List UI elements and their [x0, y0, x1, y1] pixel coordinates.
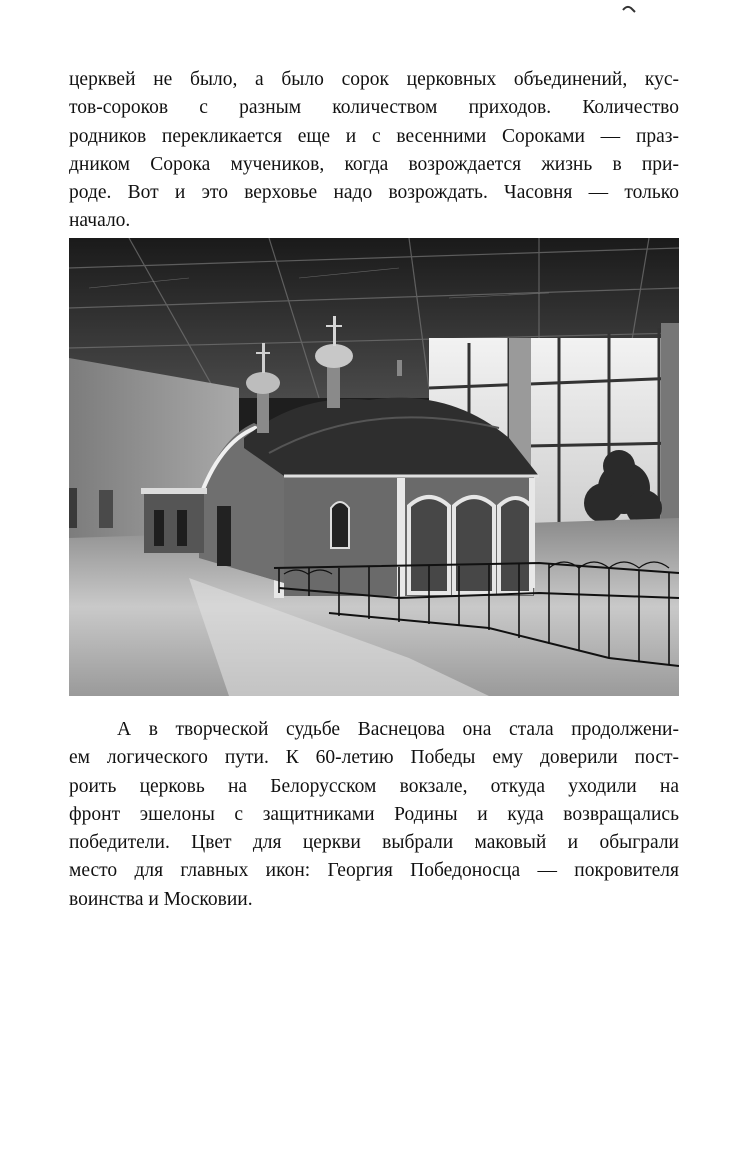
text-line: начало. — [69, 210, 131, 232]
text-line: А в творческой судьбе Васнецова она стала продолжени- — [117, 719, 679, 740]
paragraph-top — [69, 66, 679, 236]
text-line: фронт эшелоны с защитниками Родины и куда возвращались — [69, 803, 679, 825]
text-line: победители. Цвет для церкви выбрали маковый и обыграли — [69, 832, 679, 854]
text-line: церквей не было, а было сорок церковных объединений, кус- — [69, 69, 679, 90]
text-line: ем логического пути. К 60-летию Победы ему доверили пост- — [69, 747, 679, 769]
text-line: воинства и Московии. — [69, 888, 253, 910]
chapel-photo — [69, 238, 679, 696]
text-line: место для главных икон: Георгия Победоносца — покровителя — [69, 860, 679, 882]
paragraph-bottom — [69, 716, 679, 914]
text-line: роде. Вот и это верховье надо возрождать. Часовня — только — [69, 182, 679, 204]
text-line: роить церковь на Белорусском вокзале, откуда уходили на — [69, 775, 679, 797]
printer-mark-icon — [622, 4, 636, 14]
text-line: дником Сорока мучеников, когда возрождается жизнь в при- — [69, 153, 679, 175]
text-line: тов-сороков с разным количеством приходов. Количество — [69, 97, 679, 119]
text-line: родников перекликается еще и с весенними Сороками — праз- — [69, 125, 679, 147]
